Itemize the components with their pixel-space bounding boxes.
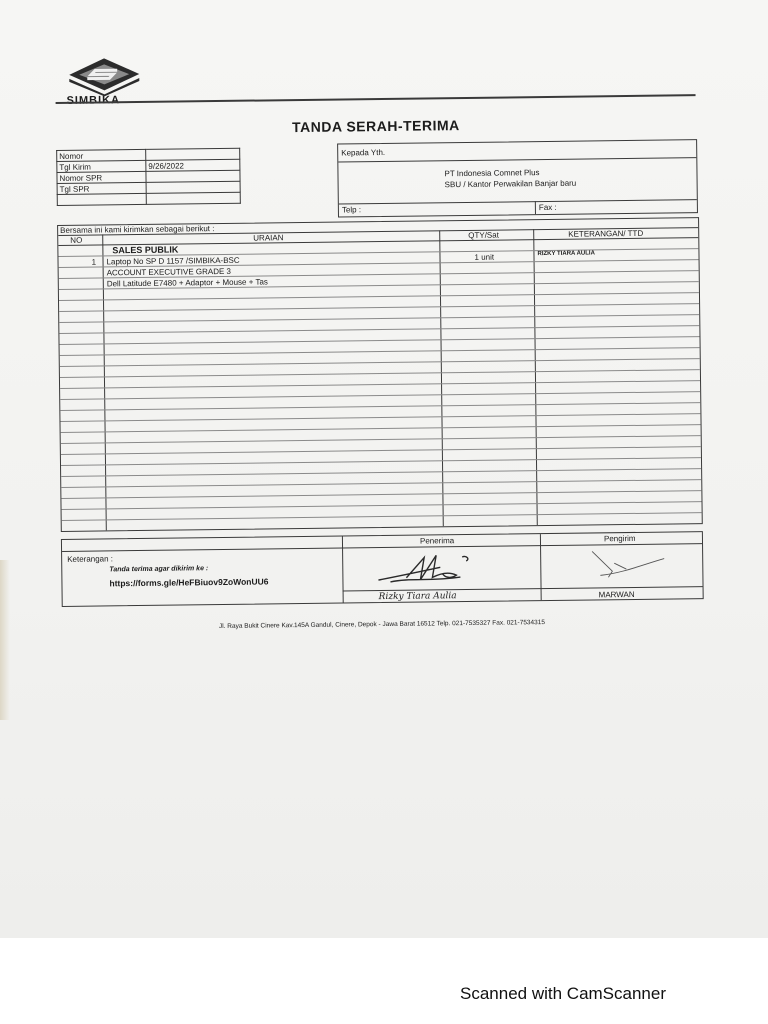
table-rule [59,314,699,323]
table-rule [59,292,699,301]
group-title: SALES PUBLIK [112,244,179,256]
table-rule [61,468,701,477]
recipient-label: Kepada Yth. [341,147,386,158]
footer-column-line [342,537,344,603]
document-sheet [55,47,710,645]
header-fields-table [56,148,241,206]
table-rule [61,457,701,466]
recipient-line-1: PT Indonesia Comnet Plus [444,168,540,179]
column-header-qty: QTY/Sat [468,230,499,240]
table-rule [60,413,700,422]
telp-label: Telp : [341,205,362,215]
row-description: Laptop No SP D 1157 /SIMBIKA-BSC [106,255,240,267]
table-rule [61,479,701,488]
field-label: Tgl SPR [57,182,146,194]
table-rule [60,402,700,411]
table-rule [60,380,700,389]
recipient-divider [338,157,696,162]
items-table [57,217,703,532]
header-divider [56,94,696,104]
simbika-logo-icon [65,56,143,97]
row-description: Dell Latitude E7480 + Adaptor + Mouse + Tas [106,277,268,289]
table-rule [60,369,700,378]
pengirim-signature-icon [582,544,682,583]
table-rule [59,325,699,334]
table-rule [62,512,702,521]
recipient-line-2: SBU / Kantor Perwakilan Banjar baru [444,178,577,190]
table-rule [61,435,701,444]
column-header-uraian: URAIAN [253,233,284,243]
recipient-divider [339,199,697,204]
recipient-box [337,139,698,217]
pengirim-name: MARWAN [598,589,635,600]
table-rule [59,303,699,312]
table-rule [61,490,701,499]
penerima-label: Penerima [419,536,455,546]
table-rule [60,391,700,400]
fax-label: Fax : [538,202,557,213]
keterangan-label: Keterangan : [67,554,114,564]
row-keterangan: RIZKY TIARA AULIA [537,250,595,258]
pengirim-label: Pengirim [603,533,636,544]
footer-column-line [540,534,542,600]
note-link: https://forms.gle/HeFBiuov9ZoWonUU6 [109,576,269,589]
table-rule [60,358,700,367]
company-name: SIMBIKA [66,94,121,107]
table-rule [60,347,700,356]
document-title: TANDA SERAH-TERIMA [291,117,460,136]
note-line-1: Tanda terima agar dikirim ke : [109,565,209,574]
camscanner-watermark: Scanned with CamScanner [460,984,667,1003]
company-address: Jl. Raya Bukit Cinere Kav.145A Gandul, Cinere, Depok - Jawa Barat 16512 Telp. 021-7535327 Fax. 021-7534315 [218,619,546,631]
table-rule [61,446,701,455]
table-rule [62,501,702,510]
table-rule [61,424,701,433]
row-qty: 1 unit [474,252,495,262]
recipient-column-line [535,201,536,214]
field-label: Nomor SPR [57,171,146,183]
field-value: 9/26/2022 [146,159,240,171]
field-label: Nomor [57,149,146,161]
column-header-no: NO [70,235,83,245]
penerima-signature-icon [370,547,501,591]
penerima-name: Rizky Tiara Aulia [378,591,457,603]
header-field-row [57,192,240,205]
row-no: 1 [91,257,97,267]
row-description: ACCOUNT EXECUTIVE GRADE 3 [106,266,232,278]
paper-edge-shadow [0,560,10,720]
column-header-keterangan: KETERANGAN/ TTD [568,228,644,239]
field-label: Tgl Kirim [57,160,146,172]
field-value [146,192,240,204]
footer-box [61,531,704,607]
items-intro: Bersama ini kami kirimkan sebagai berikut : [60,224,215,235]
table-rule [60,336,700,345]
field-label [57,193,146,205]
